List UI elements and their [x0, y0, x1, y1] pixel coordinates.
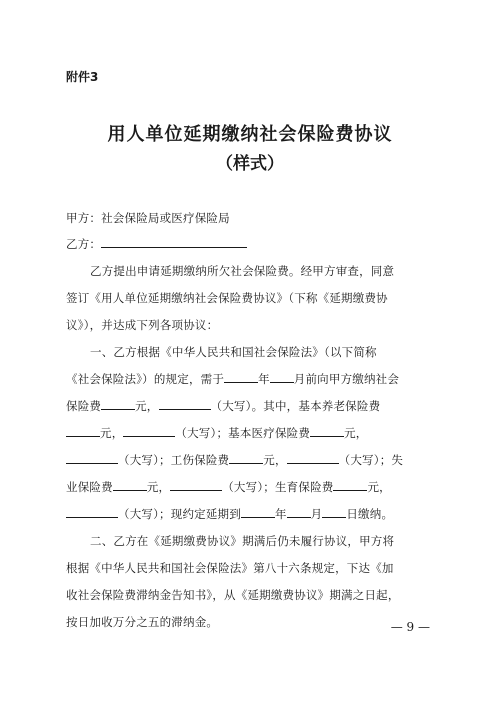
- intro-line-1: 乙方提出申请延期缴纳所欠社会保险费。经甲方审查，同意: [90, 264, 395, 278]
- page-number: — 9 —: [390, 620, 430, 634]
- text: 元，: [135, 399, 159, 413]
- clause1-line-3: [66, 398, 380, 414]
- blank-unemployment-amount: [113, 479, 147, 491]
- blank-month: [270, 371, 294, 383]
- blank-year: [224, 371, 258, 383]
- text: （大写）；现约定延期到: [118, 507, 241, 521]
- blank-injury-amount: [229, 452, 263, 464]
- blank-day: [322, 506, 346, 518]
- text: 元，: [344, 426, 368, 440]
- clause1-line-7: [66, 506, 393, 522]
- blank-maternity-amount: [333, 479, 367, 491]
- intro-line-3: 议》），并达成下列各项协议：: [66, 318, 219, 332]
- clause2-line-1: 二、乙方在《延期缴费协议》期满后仍未履行协议，甲方将: [90, 534, 395, 548]
- blank-amount: [101, 398, 135, 410]
- blank-uppercase: [66, 452, 118, 464]
- attachment-label: 附件3: [66, 70, 99, 84]
- blank-uppercase: [66, 506, 118, 518]
- clause1-line-2: [66, 371, 399, 387]
- blank-uppercase: [287, 452, 339, 464]
- blank-uppercase: [123, 425, 175, 437]
- text: 月: [310, 507, 323, 521]
- text: （大写）。其中，基本养老保险费: [210, 399, 381, 413]
- text: （大写）；基本医疗保险费: [175, 426, 311, 440]
- clause1-line-4: [66, 425, 367, 441]
- document-subtitle: （样式）: [216, 154, 284, 174]
- blank-pension-amount: [66, 425, 100, 437]
- blank-uppercase: [170, 479, 222, 491]
- text: 元，: [367, 480, 391, 494]
- text: 元，: [100, 426, 124, 440]
- blank-medical-amount: [310, 425, 344, 437]
- text: 业保险费: [66, 480, 113, 494]
- clause1-line-5: [66, 452, 403, 468]
- blank-year: [241, 506, 275, 518]
- text: 年: [274, 507, 287, 521]
- party-b: [66, 236, 247, 252]
- document-title: 用人单位延期缴纳社会保险费协议: [107, 124, 393, 145]
- text: 《社会保险法》）的规定，需于: [66, 372, 225, 386]
- blank-month: [287, 506, 311, 518]
- party-b-blank: [101, 236, 247, 248]
- text: （大写）；失: [338, 453, 404, 467]
- clause1-line-1: 一、乙方根据《中华人民共和国社会保险法》（以下简称: [90, 345, 377, 359]
- text: （大写）；工伤保险费: [118, 453, 230, 467]
- text: （大写）；生育保险费: [222, 480, 334, 494]
- clause2-line-2: 根据《中华人民共和国社会保险法》第八十六条规定，下达《加: [66, 561, 394, 575]
- text: 年: [258, 372, 270, 386]
- text: 保险费: [66, 399, 102, 413]
- clause1-line-6: [66, 479, 391, 495]
- text: 月前向甲方缴纳社会: [293, 372, 400, 386]
- party-b-label: 乙方：: [66, 237, 102, 251]
- text: 日缴纳。: [346, 507, 394, 521]
- party-a: 甲方：社会保险局或医疗保险局: [66, 211, 230, 225]
- clause2-line-3: 收社会保险费滞纳金告知书》，从《延期缴费协议》期满之日起，: [66, 588, 400, 602]
- intro-line-2: 签订《用人单位延期缴纳社会保险费协议》（下称《延期缴费协: [66, 291, 388, 305]
- clause2-line-4: 按日加收万分之五的滞纳金。: [66, 615, 219, 629]
- blank-uppercase: [159, 398, 211, 410]
- text: 元，: [146, 480, 171, 494]
- page-number-row: [0, 620, 500, 634]
- text: 元，: [263, 453, 287, 467]
